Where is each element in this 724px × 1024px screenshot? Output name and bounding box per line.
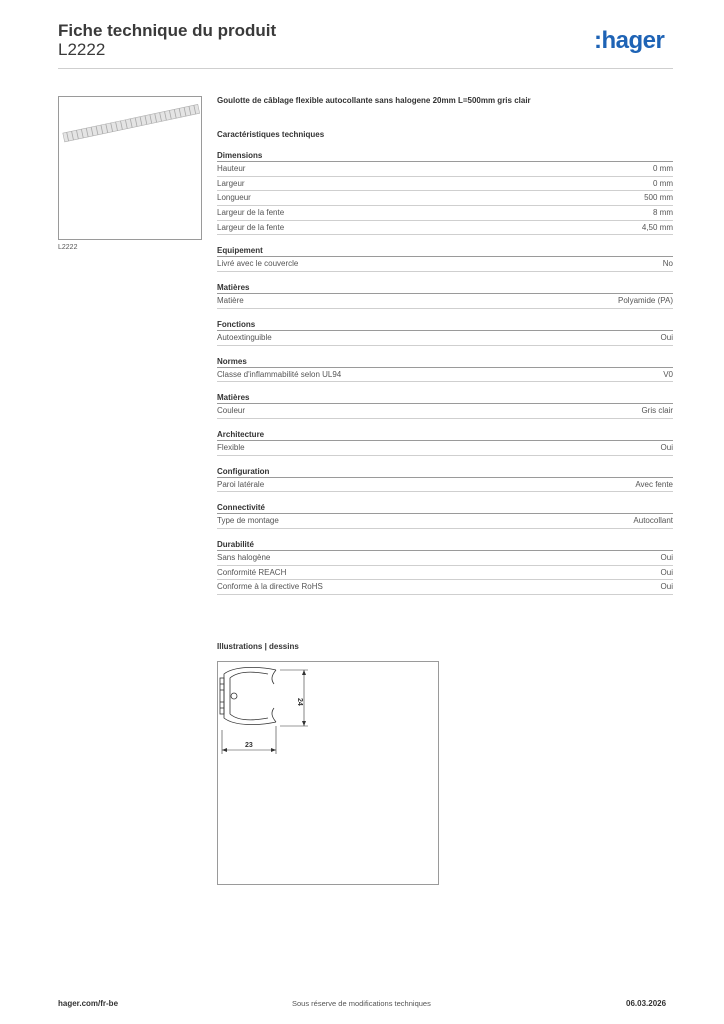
spec-value: V0 <box>663 369 673 379</box>
spec-value: Polyamide (PA) <box>618 296 673 306</box>
spec-row <box>217 404 673 419</box>
section-title: Normes <box>217 356 673 368</box>
header-divider <box>58 68 673 69</box>
spec-row <box>217 441 673 456</box>
spec-label: Paroi latérale <box>217 479 265 489</box>
spec-label: Largeur de la fente <box>217 222 285 232</box>
section-title: Architecture <box>217 429 673 441</box>
spec-row <box>217 331 673 346</box>
spec-value: Oui <box>660 332 673 342</box>
spec-value: 500 mm <box>644 193 673 203</box>
spec-value: Gris clair <box>641 406 673 416</box>
section-title: Dimensions <box>217 150 673 162</box>
spec-label: Flexible <box>217 442 245 452</box>
spec-value: No <box>662 259 673 269</box>
cable-duct-profile-drawing <box>218 662 438 884</box>
illustrations-title: Illustrations | dessins <box>217 642 299 651</box>
section-title: Durabilité <box>217 539 673 551</box>
spec-value: Oui <box>660 552 673 562</box>
spec-label: Livré avec le couvercle <box>217 259 299 269</box>
spec-row <box>217 368 673 383</box>
spec-label: Matière <box>217 296 244 306</box>
section-title: Matières <box>217 282 673 294</box>
tech-characteristics-title: Caractéristiques techniques <box>217 130 325 139</box>
footer-website: hager.com/fr-be <box>58 999 119 1008</box>
spec-row <box>217 294 673 309</box>
spec-value: 8 mm <box>653 208 673 218</box>
spec-row <box>217 551 673 566</box>
spec-row <box>217 257 673 272</box>
height-dimension-label: 24 <box>296 698 303 706</box>
spec-label: Largeur <box>217 178 245 188</box>
spec-value: Autocollant <box>633 516 673 526</box>
spec-row <box>217 191 673 206</box>
spec-value: Oui <box>660 582 673 592</box>
section-title: Connectivité <box>217 502 673 514</box>
footer-notice: Sous réserve de modifications techniques <box>292 999 431 1008</box>
spec-label: Couleur <box>217 406 246 416</box>
spec-row <box>217 566 673 581</box>
spec-row <box>217 514 673 529</box>
section-title: Configuration <box>217 466 673 478</box>
product-reference: L2222 <box>58 40 106 59</box>
section-title: Fonctions <box>217 319 673 331</box>
product-photo <box>58 96 202 240</box>
footer-date: 06.03.2026 <box>626 999 667 1008</box>
spec-value: Avec fente <box>635 479 673 489</box>
spec-label: Classe d'inflammabilité selon UL94 <box>217 369 342 379</box>
spec-value: Oui <box>660 442 673 452</box>
section-title: Matières <box>217 392 673 404</box>
page-title: Fiche technique du produit <box>58 21 277 40</box>
spec-label: Hauteur <box>217 164 246 173</box>
spec-row <box>217 478 673 493</box>
spec-label: Autoextinguible <box>217 332 272 342</box>
spec-value: 4,50 mm <box>641 222 673 232</box>
spec-row <box>217 221 673 236</box>
section-title: Equipement <box>217 245 673 257</box>
spec-label: Largeur de la fente <box>217 208 285 218</box>
spec-label: Conformité REACH <box>217 567 287 577</box>
spec-row <box>217 162 673 177</box>
spec-label: Sans halogène <box>217 552 271 562</box>
spec-row <box>217 177 673 192</box>
hager-logo: :hager <box>594 27 665 54</box>
spec-label: Conforme à la directive RoHS <box>217 582 323 592</box>
cable-duct-photo-icon <box>59 97 201 239</box>
technical-drawing <box>217 661 439 885</box>
spec-value: 0 mm <box>653 178 673 188</box>
spec-content <box>217 96 673 595</box>
spec-label: Type de montage <box>217 516 279 526</box>
product-description: Goulotte de câblage flexible autocollante sans halogene 20mm L=500mm gris clair <box>217 96 531 105</box>
spec-value: Oui <box>660 567 673 577</box>
spec-row <box>217 206 673 221</box>
spec-value: 0 mm <box>653 164 673 173</box>
width-dimension-label: 23 <box>245 742 253 749</box>
spec-row <box>217 580 673 595</box>
spec-label: Longueur <box>217 193 251 203</box>
photo-caption: L2222 <box>58 244 78 251</box>
